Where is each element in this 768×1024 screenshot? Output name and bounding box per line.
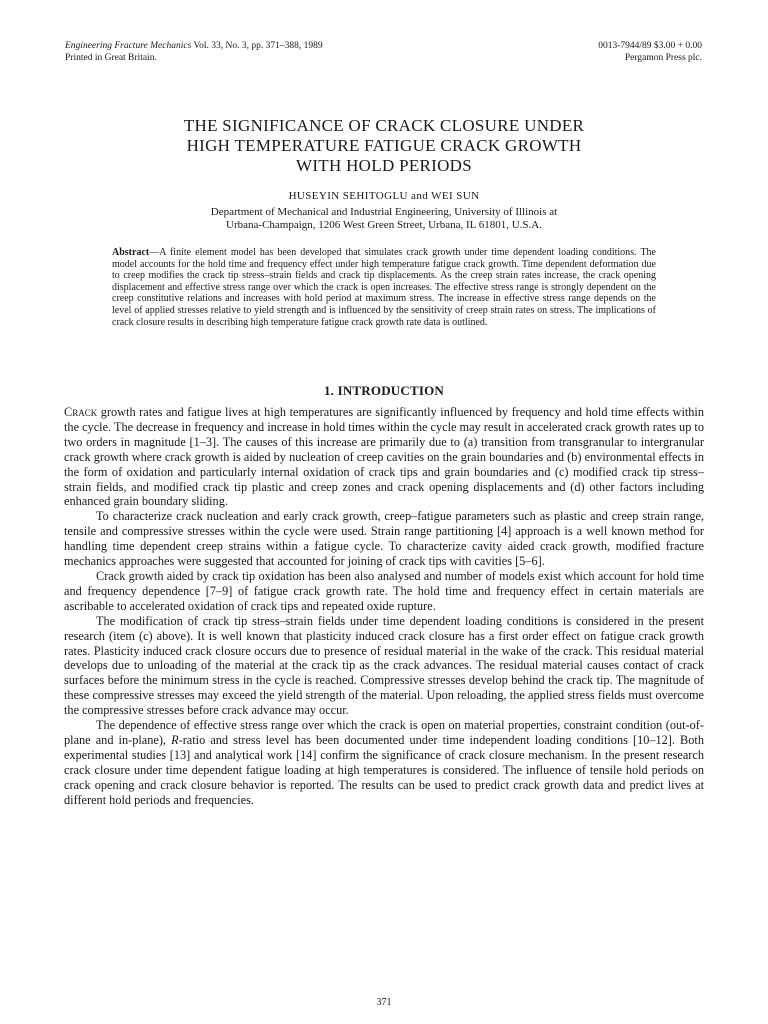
title-line: HIGH TEMPERATURE FATIGUE CRACK GROWTH xyxy=(186,136,582,155)
paragraph xyxy=(64,405,704,509)
drop-lead-word: Crack xyxy=(64,405,98,419)
journal-header-right xyxy=(598,40,702,64)
affiliation-line: Department of Mechanical and Industrial Engineering, University of Illinois at xyxy=(210,206,558,218)
journal-citation xyxy=(65,40,323,52)
printed-in: Printed in Great Britain. xyxy=(65,53,157,63)
paragraph xyxy=(64,718,704,807)
page-number: 371 xyxy=(376,997,392,1008)
introduction-body xyxy=(64,405,704,807)
r-ratio-symbol: R xyxy=(171,732,179,747)
journal-volume: Vol. 33, No. 3, pp. 371–388, 1989 xyxy=(191,41,323,51)
paragraph-text: The dependence of effective stress range over which the crack is open on material properties, constraint condition (out-of-plane and in-plane), xyxy=(64,718,704,747)
abstract xyxy=(112,247,656,328)
paragraph-text: -ratio and stress level has been documented under time independent loading conditions [10–12]. Both experimental studies [13] and analytical work [14] confirm the significance of crack closure mechanism. In the present research crack closure under time dependent fatigue loading at high temperatures is considered. The influence of tensile hold periods on crack opening and crack closure behavior is reported. The results can be used to predict crack growth data and predict lives at different hold periods and frequencies. xyxy=(64,732,704,807)
publisher: Pergamon Press plc. xyxy=(624,53,702,63)
authors: HUSEYIN SEHITOGLU and WEI SUN xyxy=(288,190,480,202)
paragraph: To characterize crack nucleation and early crack growth, creep–fatigue parameters such as plastic and creep strain range, tensile and compressive stresses within the cycle were used. Strain range partitioning [4] approach is a well known method for handling time dependent creep strains within a fatigue cycle. To characterize cavity aided crack growth, modified fracture mechanics approaches were suggested that accounted for joining of crack tips with cavities [5–6]. xyxy=(64,509,704,569)
affiliation xyxy=(60,206,708,232)
title-line: THE SIGNIFICANCE OF CRACK CLOSURE UNDER xyxy=(183,116,585,135)
affiliation-line: Urbana-Champaign, 1206 West Green Street, Urbana, IL 61801, U.S.A. xyxy=(226,219,542,231)
paragraph-text: growth rates and fatigue lives at high temperatures are significantly influenced by frequency and hold time effects within the cycle. The decrease in frequency and increase in hold times within the cycle may result in accelerated crack growth rates up to two orders in magnitude [1–3]. The causes of this increase are primarily due to (a) transition from transgranular to intergranular crack growth where crack growth is aided by nucleation of creep cavities on the grain boundaries and (b) environmental effects in the form of oxidation and particularly internal oxidation of crack tips and grain boundaries and (c) modified crack tip stress–strain fields, and modified crack tip plastic and creep zones and crack opening displacements and (d) other factors including enhanced grain boundary sliding. xyxy=(64,405,704,509)
abstract-text: —A finite element model has been developed that simulates crack growth under time dependent loading conditions. The model accounts for the hold time and frequency effect under high temperature fatigue crack growth. Time dependent deformation due to creep modifies the crack tip stress–strain fields and crack tip displacements. As the creep strain rates increase, the crack opening displacement and effective stress range over which the crack is open increases. The effective stress range is strongly dependent on the creep constitutive relations and increases with hold period at maximum stress. The increase in effective stress range depends on the level of applied stresses relative to yield strength and is influenced by the sensitivity of creep strain rates on stress. The implications of crack closure results in describing high temperature fatigue crack growth rate data is outlined. xyxy=(112,247,656,328)
issn-price: 0013-7944/89 $3.00 + 0.00 xyxy=(598,41,702,51)
paragraph: The modification of crack tip stress–strain fields under time dependent loading conditions is considered in the present research (item (c) above). It is well known that plasticity induced crack closure has a first order effect on fatigue crack growth rates. Plasticity induced crack closure occurs due to presence of residual material in the wake of the crack. This residual material develops due to unloading of the material at the crack tip as the crack advances. The residual material causes contact of crack surfaces before the minimum stress in the cycle is reached. Compressive stresses develop behind the crack tip. The magnitude of these compressive stresses may exceed the yield strength of the material. Upon reloading, the applied stress fields must overcome the compressive stresses before crack advance may occur. xyxy=(64,613,704,718)
paragraph: Crack growth aided by crack tip oxidation has been also analysed and number of models exist which account for hold time and frequency dependence [7–9] of fatigue crack growth rate. The hold time and frequency effect in certain materials are ascribable to accelerated oxidation of crack tips and repeated oxide rupture. xyxy=(64,568,704,613)
title-line: WITH HOLD PERIODS xyxy=(295,156,473,175)
paper-title xyxy=(60,116,708,176)
abstract-label: Abstract xyxy=(112,247,150,258)
section-heading-introduction: 1. INTRODUCTION xyxy=(323,383,444,398)
journal-name: Engineering Fracture Mechanics xyxy=(65,41,192,51)
journal-header-left xyxy=(65,40,323,64)
